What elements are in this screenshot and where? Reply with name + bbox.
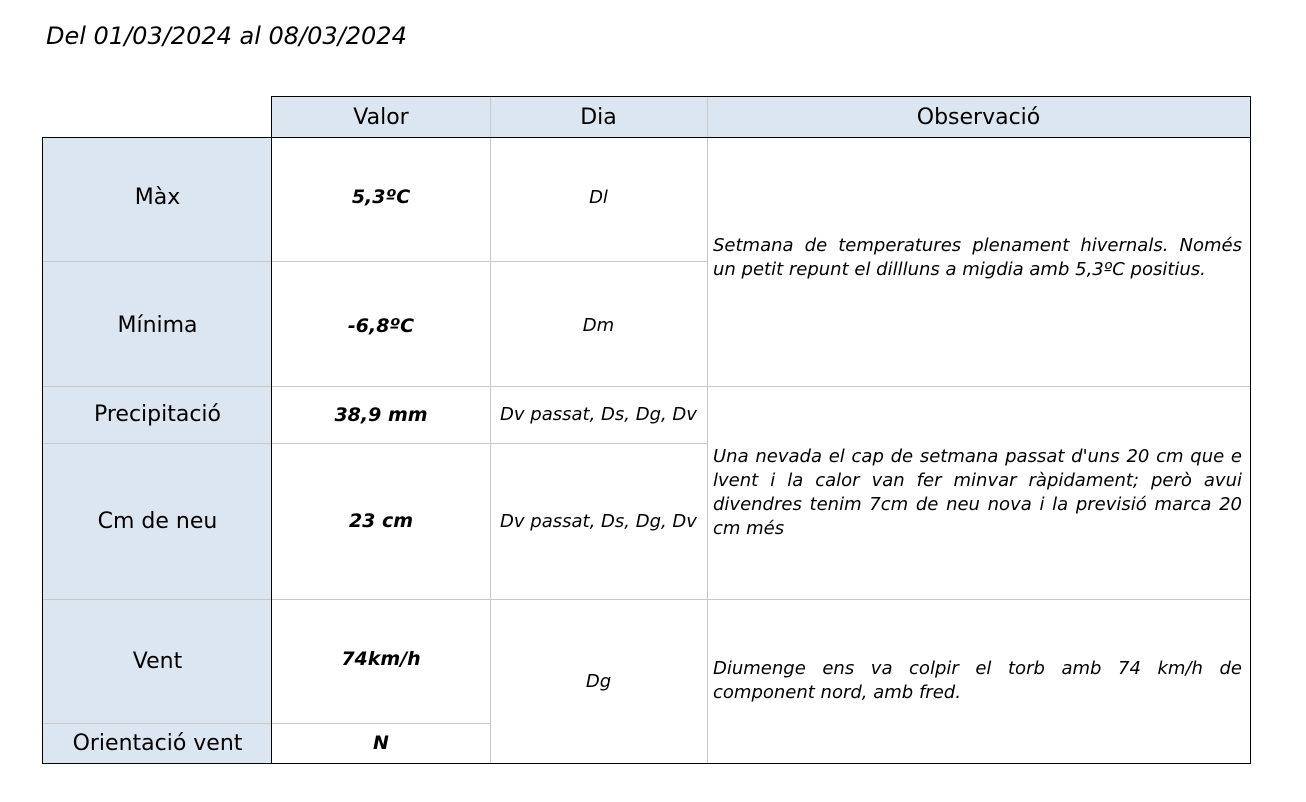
border-left [42, 137, 43, 764]
value-max-text: 5,3ºC [351, 186, 411, 208]
header-dia [490, 97, 707, 137]
day-wind [490, 599, 707, 763]
header-observacio-text: Observació [916, 104, 1041, 130]
gridline [43, 386, 1250, 387]
value-snow [272, 443, 490, 599]
row-label-precip [43, 386, 272, 443]
day-max-text: Dl [589, 186, 608, 208]
observation-snow [707, 386, 1250, 599]
observation-snow-text: Una nevada el cap de setmana passat d'uns 20 cm que e lvent i la calor van fer minvar ràpidament; però avui divendres tenim 7cm de neu nova i la previsió marca 20 cm més [713, 445, 1242, 539]
day-snow [490, 443, 707, 599]
value-wind-text: 74km/h [341, 648, 421, 670]
value-snow-text: 23 cm [348, 510, 414, 532]
day-min [490, 261, 707, 386]
gridline [490, 137, 491, 763]
row-label-wind-dir-text: Orientació vent [72, 730, 243, 756]
row-label-wind-dir [43, 723, 272, 763]
border-bottom [42, 763, 1251, 764]
row-label-wind [43, 599, 272, 723]
row-label-snow-text: Cm de neu [97, 508, 218, 534]
page-title: Del 01/03/2024 al 08/03/2024 [46, 22, 407, 50]
day-min-text: Dm [582, 315, 615, 336]
gridline [43, 599, 1250, 600]
value-wind-dir [272, 723, 490, 763]
value-precip-text: 38,9 mm [334, 403, 428, 426]
row-label-snow [43, 443, 272, 599]
border-header-left [271, 96, 272, 764]
day-wind-text: Dg [585, 670, 612, 692]
row-label-max-text: Màx [134, 184, 181, 210]
value-wind-dir-text: N [373, 732, 389, 754]
border-right [1250, 96, 1251, 764]
header-divider [490, 97, 491, 137]
day-max [490, 137, 707, 261]
gridline [43, 723, 490, 724]
header-divider [707, 97, 708, 137]
header-valor [272, 97, 490, 137]
row-label-precip-text: Precipitació [93, 402, 222, 427]
border-header-bottom [43, 137, 1251, 138]
day-snow-text: Dv passat, Ds, Dg, Dv [500, 510, 697, 532]
observation-wind-text: Diumenge ens va colpir el torb amb 74 km/h de component nord, amb fred. [713, 658, 1242, 703]
header-valor-text: Valor [353, 104, 409, 130]
observation-temperature [707, 137, 1250, 386]
observation-wind [707, 599, 1250, 763]
row-label-max [43, 137, 272, 261]
value-max [272, 137, 490, 261]
border-header-top [272, 96, 1251, 97]
header-dia-text: Dia [580, 104, 617, 130]
row-label-wind-text: Vent [132, 648, 183, 674]
row-label-min [43, 261, 272, 386]
gridline [43, 443, 707, 444]
observation-temperature-text: Setmana de temperatures plenament hivernals. Només un petit repunt el dillluns a migdia amb 5,3ºC positius. [713, 234, 1242, 280]
value-precip [272, 386, 490, 443]
row-label-min-text: Mínima [117, 313, 198, 338]
gridline [43, 261, 707, 262]
day-precip [490, 386, 707, 443]
gridline [707, 137, 708, 763]
day-precip-text: Dv passat, Ds, Dg, Dv [500, 404, 697, 425]
value-wind [272, 599, 490, 723]
value-min [272, 261, 490, 386]
value-min-text: -6,8ºC [347, 314, 415, 337]
header-observacio [707, 97, 1250, 137]
